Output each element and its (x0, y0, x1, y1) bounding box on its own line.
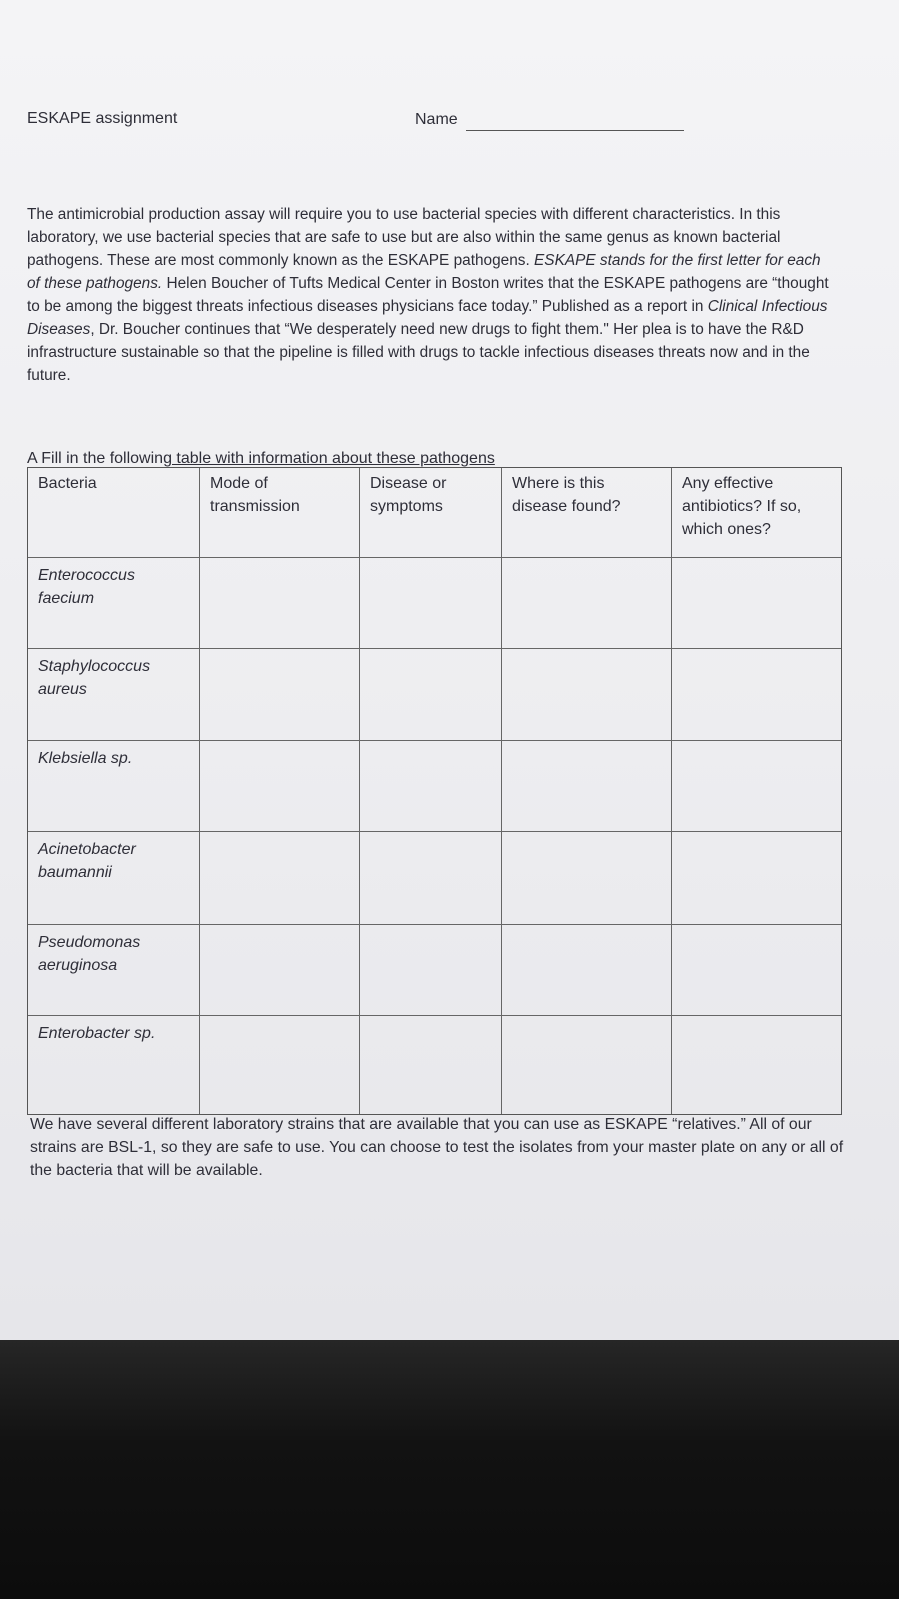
row-label-acinetobacter: Acinetobacter baumannii (28, 832, 200, 925)
intro-text-1: The antimicrobial production assay will require you to use bacterial species with different characteristics. In this laboratory, we use bacterial species that are safe to use but are also within the same genus as known bacterial pathogens. These are most commonly known as the ESKAPE pathogens. (27, 206, 781, 269)
table-cell[interactable] (200, 1016, 360, 1114)
journal-name: Clinical Infectious Diseases (27, 298, 828, 338)
table-cell[interactable] (200, 925, 360, 1016)
row-label-pseudomonas: Pseudomonas aeruginosa (28, 925, 200, 1016)
row-label-staphylococcus: Staphylococcus aureus (28, 649, 200, 741)
table-cell[interactable] (502, 832, 672, 925)
table-caption-underlined: g table with information about these pathogens (163, 450, 495, 467)
closing-paragraph: We have several different laboratory strains that are available that you can use as ESKAPE “relatives.” All of our strains are BSL-1, so they are safe to use. You can choose to test the isolates from your master plate on any or all of the bacteria that will be available. (30, 1116, 844, 1179)
table-cell[interactable] (672, 925, 841, 1016)
table-cell[interactable] (360, 1016, 502, 1114)
row-label-enterococcus: Enterococcus faecium (28, 558, 200, 649)
name-blank-line[interactable] (466, 130, 684, 131)
column-header-bacteria: Bacteria (28, 468, 200, 558)
dark-background (0, 1340, 899, 1599)
intro-text-2: Helen Boucher of Tufts Medical Center in Boston writes that the ESKAPE pathogens are “thought to be among the biggest threats infectious diseases physicians face today.” Published as a report in (27, 275, 829, 315)
column-header-disease: Disease or symptoms (360, 468, 502, 558)
table-cell[interactable] (360, 925, 502, 1016)
table-cell[interactable] (502, 925, 672, 1016)
row-label-klebsiella: Klebsiella sp. (28, 741, 200, 832)
table-cell[interactable] (502, 1016, 672, 1114)
table-cell[interactable] (672, 1016, 841, 1114)
table-cell[interactable] (200, 741, 360, 832)
pathogen-table (27, 467, 842, 1115)
row-label-enterobacter: Enterobacter sp. (28, 1016, 200, 1114)
table-caption (27, 450, 495, 468)
table-cell[interactable] (200, 832, 360, 925)
column-header-antibiotics: Any effective antibiotics? If so, which ones? (672, 468, 841, 558)
table-cell[interactable] (502, 649, 672, 741)
name-label: Name (415, 111, 458, 128)
column-header-location: Where is this disease found? (502, 468, 672, 558)
intro-text-3: , Dr. Boucher continues that “We desperately need new drugs to fight them." Her plea is to have the R&D infrastructure sustainable so that the pipeline is filled with drugs to tackle infectious diseases threats now and in the future. (27, 321, 810, 384)
table-cell[interactable] (360, 558, 502, 649)
worksheet-title: ESKAPE assignment (27, 110, 178, 127)
table-cell[interactable] (672, 649, 841, 741)
table-cell[interactable] (200, 558, 360, 649)
table-cell[interactable] (360, 741, 502, 832)
table-cell[interactable] (360, 832, 502, 925)
table-cell[interactable] (672, 558, 841, 649)
table-cell[interactable] (502, 558, 672, 649)
table-cell[interactable] (672, 741, 841, 832)
table-cell[interactable] (502, 741, 672, 832)
column-header-transmission: Mode of transmission (200, 468, 360, 558)
table-cell[interactable] (360, 649, 502, 741)
intro-italic-text: ESKAPE stands for the first letter for each of these pathogens. (27, 252, 821, 292)
intro-paragraph (27, 203, 837, 387)
table-caption-prefix: A Fill in the followin (27, 450, 164, 467)
table-cell[interactable] (672, 832, 841, 925)
table-cell[interactable] (200, 649, 360, 741)
